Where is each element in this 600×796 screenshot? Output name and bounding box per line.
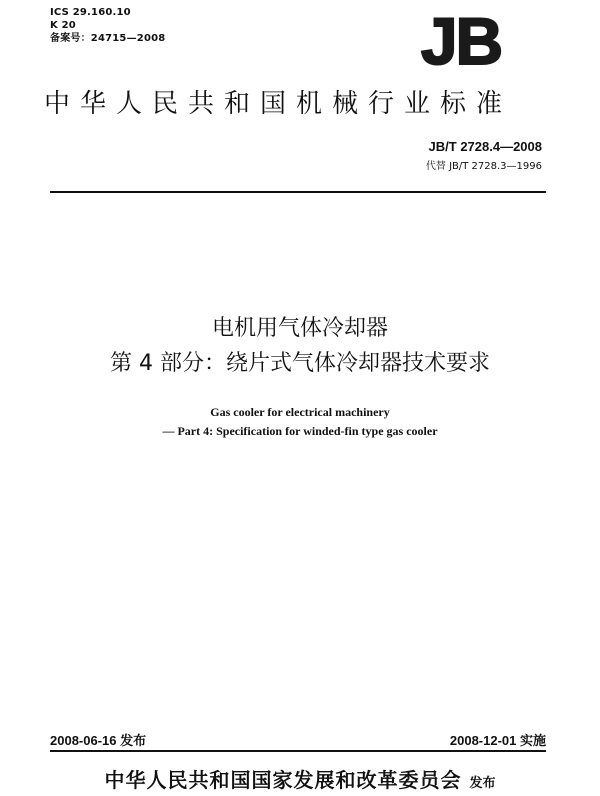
ics-code: ICS 29.160.10 (50, 7, 131, 18)
title-english-line2: — Part 4: Specification for winded-fin type gas cooler (162, 424, 438, 438)
title-english-line1: Gas cooler for electrical machinery (210, 405, 390, 419)
replaces-standard: 代替 JB/T 2728.3—1996 (425, 161, 542, 172)
jb-logo (402, 8, 520, 70)
implementation-date: 2008-12-01 实施 (449, 733, 546, 748)
publisher-suffix: 发布 (469, 776, 496, 791)
publisher-name: 中华人民共和国国家发展和改革委员会 (104, 768, 462, 792)
bottom-divider (50, 750, 546, 752)
classification-code: K 20 (50, 20, 76, 31)
issue-date: 2008-06-16 发布 (50, 733, 147, 748)
top-divider (50, 191, 546, 193)
publisher-line (0, 764, 600, 793)
standard-organization: 中华人民共和国机械行业标准 (44, 89, 513, 119)
standard-code: JB/T 2728.4—2008 (428, 139, 542, 154)
record-number: 备案号：24715—2008 (50, 33, 166, 44)
svg-text:JB: JB (420, 8, 502, 70)
title-chinese-line2: 第 4 部分：绕片式气体冷却器技术要求 (110, 351, 490, 376)
title-chinese-line1: 电机用气体冷却器 (211, 316, 388, 341)
